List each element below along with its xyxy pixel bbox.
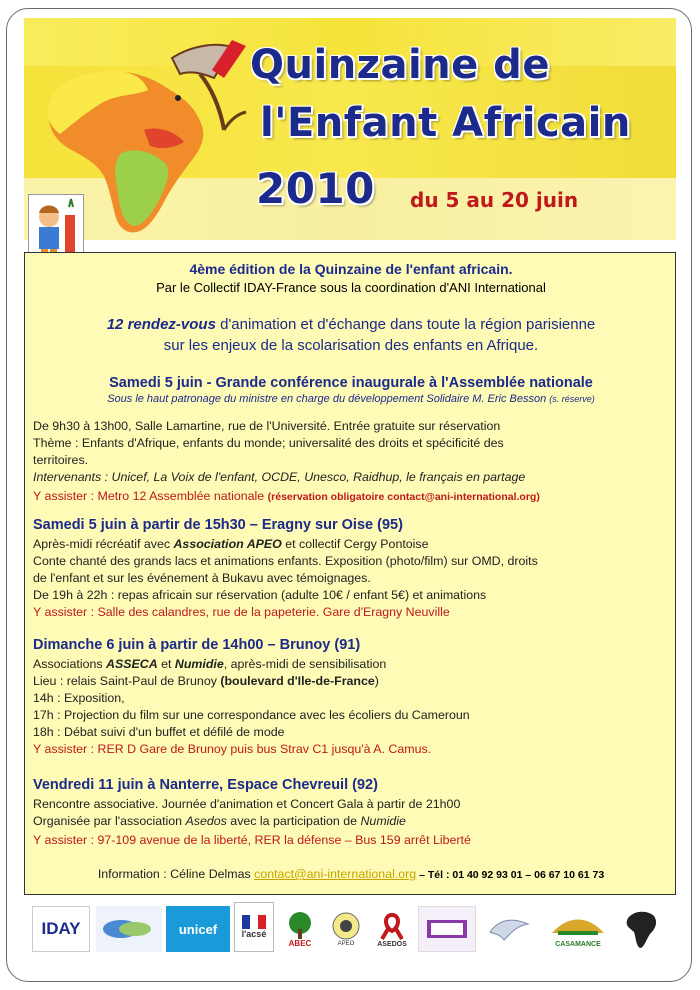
partner-logo-book [418,906,476,952]
event3-line3: 14h : Exposition, [33,691,125,705]
event4-numidie: Numidie [360,814,406,828]
event-dates: du 5 au 20 juin [410,188,579,212]
rendezvous-line-2: sur les enjeux de la scolarisation des enfants en Afrique. [163,337,539,354]
event3-line2-a: Lieu : relais Saint-Paul de Brunoy [33,674,221,688]
rendezvous-count: 12 rendez-vous [106,316,216,333]
event3-line1-a: Associations [33,657,107,671]
event2-line1-a: Après-midi récréatif avec [33,537,174,551]
casamance-logo: CASAMANCE [542,906,614,952]
event3-title: Dimanche 6 juin à partir de 14h00 – Brunoy (91) [33,637,361,653]
partner-logos [24,900,676,960]
event3-line2-c: ) [374,674,379,688]
event3-line1-e: , après-midi de sensibilisation [223,657,387,671]
dove-icon [484,912,534,946]
event2-apeo: Association APEO [173,537,286,551]
event3-access: Y assister : RER D Gare de Brunoy puis bus Strav C1 jusqu'à A. Camus. [33,742,432,756]
unicef-logo: unicef [166,906,230,952]
event2-line1-c: et collectif Cergy Pontoise [285,537,429,551]
event1-line2: Thème : Enfants d'Afrique, enfants du monde; universalité des droits et spécificité des [33,436,504,450]
event3-line2 [33,674,379,688]
iday-logo: IDAY [32,906,90,952]
tree-icon [283,911,317,939]
contact-email-link[interactable]: contact@ani-international.org [254,867,417,881]
rendezvous-rest: d'animation et d'échange dans toute la région parisienne [215,316,596,333]
event2-title: Samedi 5 juin à partir de 15h30 – Eragny sur Oise (95) [33,517,403,533]
french-flag-icon [242,915,266,929]
network-logo-icon [99,914,159,944]
africa-logo [620,906,664,952]
title-line-1: Quinzaine de [250,42,550,88]
event3-line4: 17h : Projection du film sur une correspondance avec les écoliers du Cameroun [33,708,470,722]
partner-logo-2 [96,906,162,952]
title-line-2: l'Enfant Africain [260,100,631,146]
collectif-line: Par le Collectif IDAY-France sous la coordination d'ANI International [156,280,546,295]
event2-line1 [33,537,429,551]
contact-phones: – Tél : 01 40 92 93 01 – 06 67 10 61 73 [416,869,605,881]
asedos-logo: ASEDOS [370,906,414,952]
event4-line2 [33,814,406,828]
book-icon [423,914,471,944]
rendezvous-line [25,316,677,333]
event3-asseca: ASSECA [106,657,158,671]
apeo-emblem-icon [331,911,361,941]
partner-logo-dove [480,906,538,952]
acse-logo: l'acsé [234,902,274,952]
contact-label: Information : Céline Delmas [97,867,255,881]
event1-reserve-note: (s. réserve) [549,394,595,404]
event2-line4: De 19h à 22h : repas africain sur réservation (adulte 10€ / enfant 5€) et animations [33,588,487,602]
event1-title: Samedi 5 juin - Grande conférence inaugurale à l'Assemblée nationale [109,375,593,391]
event4-line2-c: avec la participation de [226,814,361,828]
ribbon-icon [374,911,410,941]
casamance-emblem-icon [548,911,608,941]
edition-heading: 4ème édition de la Quinzaine de l'enfant africain. [189,261,513,277]
event3-numidie: Numidie [174,657,224,671]
event1-access [33,487,540,505]
event4-title: Vendredi 11 juin à Nanterre, Espace Chevreuil (92) [33,777,378,793]
africa-silhouette-icon [622,906,662,952]
event1-line3: territoires. [33,453,89,467]
event3-boulevard: (boulevard d'Ile-de-France [220,674,375,688]
abec-logo: ABEC [278,906,322,952]
event1-subtitle [25,393,677,405]
event4-access: Y assister : 97-109 avenue de la liberté, RER la défense – Bus 159 arrêt Liberté [33,833,471,847]
event4-line2-a: Organisée par l'association [33,814,186,828]
event4-asedos: Asedos [185,814,227,828]
event3-line5: 18h : Débat suivi d'un buffet et défilé de mode [33,725,285,739]
program-box [24,252,676,895]
apeo-logo: APEO [326,906,366,952]
event4-line1: Rencontre associative. Journée d'animation et Concert Gala à partir de 21h00 [33,797,461,811]
event2-access: Y assister : Salle des calandres, rue de la papeterie. Gare d'Eragny Neuville [33,605,450,619]
title-year: 2010 [256,164,375,213]
contact-line [25,867,677,881]
event2-line2: Conte chanté des grands lacs et animations enfants. Exposition (photo/film) sur OMD, droits [33,554,538,568]
event3-line1 [33,657,386,671]
header-banner [24,18,676,240]
event1-patronage: Sous le haut patronage du ministre en charge du développement Solidaire M. Eric Besson [107,393,547,405]
event3-line1-c: et [157,657,175,671]
event1-line1: De 9h30 à 13h00, Salle Lamartine, rue de l'Université. Entrée gratuite sur réservation [33,419,501,433]
event2-line3: de l'enfant et sur les événement à Bukavu avec témoignages. [33,571,371,585]
event1-reservation-note: (réservation obligatoire contact@ani-international.org) [267,491,540,503]
event1-access-text: Y assister : Metro 12 Assemblée nationale [33,489,268,503]
event1-speakers: Intervenants : Unicef, La Voix de l'enfant, OCDE, Unesco, Raidhup, le français en partage [33,470,526,484]
